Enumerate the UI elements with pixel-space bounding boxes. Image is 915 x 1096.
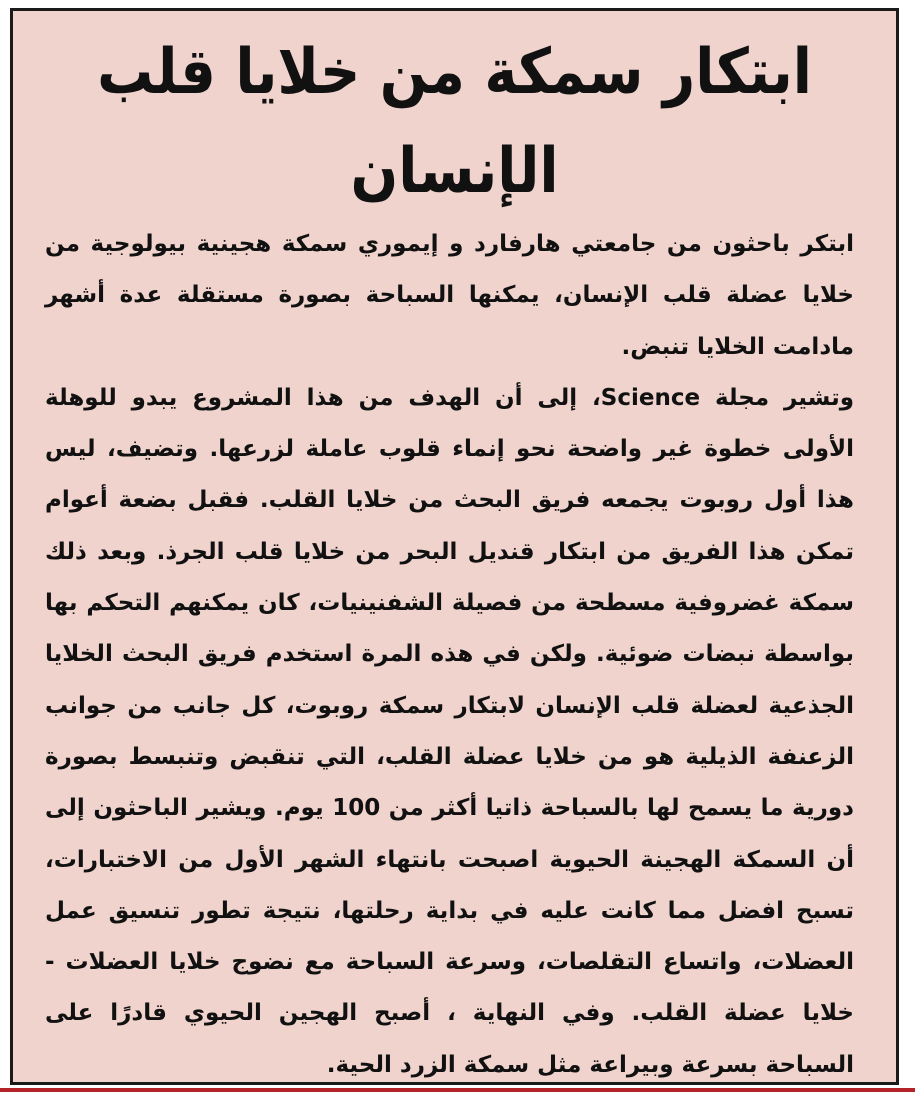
article-body: [13, 209, 896, 1091]
article-paragraph-2: وتشير مجلة Science، إلى أن الهدف من هذا المشروع يبدو للوهلة الأولى خطوة غير واضحة نحو إنماء قلوب عاملة لزرعها. وتضيف، ليس هذا أول روبوت يجمعه فريق البحث من خلايا القلب. فقبل بضعة أعوام تمكن هذا الفريق من ابتكار قنديل البحر من خلايا قلب الجرذ. وبعد ذلك سمكة غضروفية مسطحة من فصيلة الشفنينيات، كان يمكنهم التحكم بها بواسطة نبضات ضوئية. ولكن في هذه المرة استخدم فريق البحث الخلايا الجذعية لعضلة قلب الإنسان لابتكار سمكة روبوت، كل جانب من جوانب الزعنفة الذيلية هو من خلايا عضلة القلب، التي تنقبض وتنبسط بصورة دورية ما يسمح لها بالسباحة ذاتيا أكثر من 100 يوم. ويشير الباحثون إلى أن السمكة الهجينة الحيوية اصبحت بانتهاء الشهر الأول من الاختبارات، تسبح افضل مما كانت عليه في بداية رحلتها، نتيجة تطور تنسيق عمل العضلات، واتساع التقلصات، وسرعة السباحة مع نضوج خلايا العضلات - خلايا عضلة القلب. وفي النهاية ، أصبح الهجين الحيوي قادرًا على السباحة بسرعة وبيراعة مثل سمكة الزرد الحية.: [45, 384, 855, 1078]
article-paragraph-1: ابتكر باحثون من جامعتي هارفارد و إيموري سمكة هجينية بيولوجية من خلايا عضلة قلب الإنسان، يمكنها السباحة بصورة مستقلة عدة أشهر مادامت الخلايا تنبض.: [45, 231, 854, 360]
bottom-accent-rule: [0, 1088, 915, 1092]
article-title: ابتكار سمكة من خلايا قلب الإنسان: [97, 36, 812, 208]
article-box: [10, 8, 899, 1085]
